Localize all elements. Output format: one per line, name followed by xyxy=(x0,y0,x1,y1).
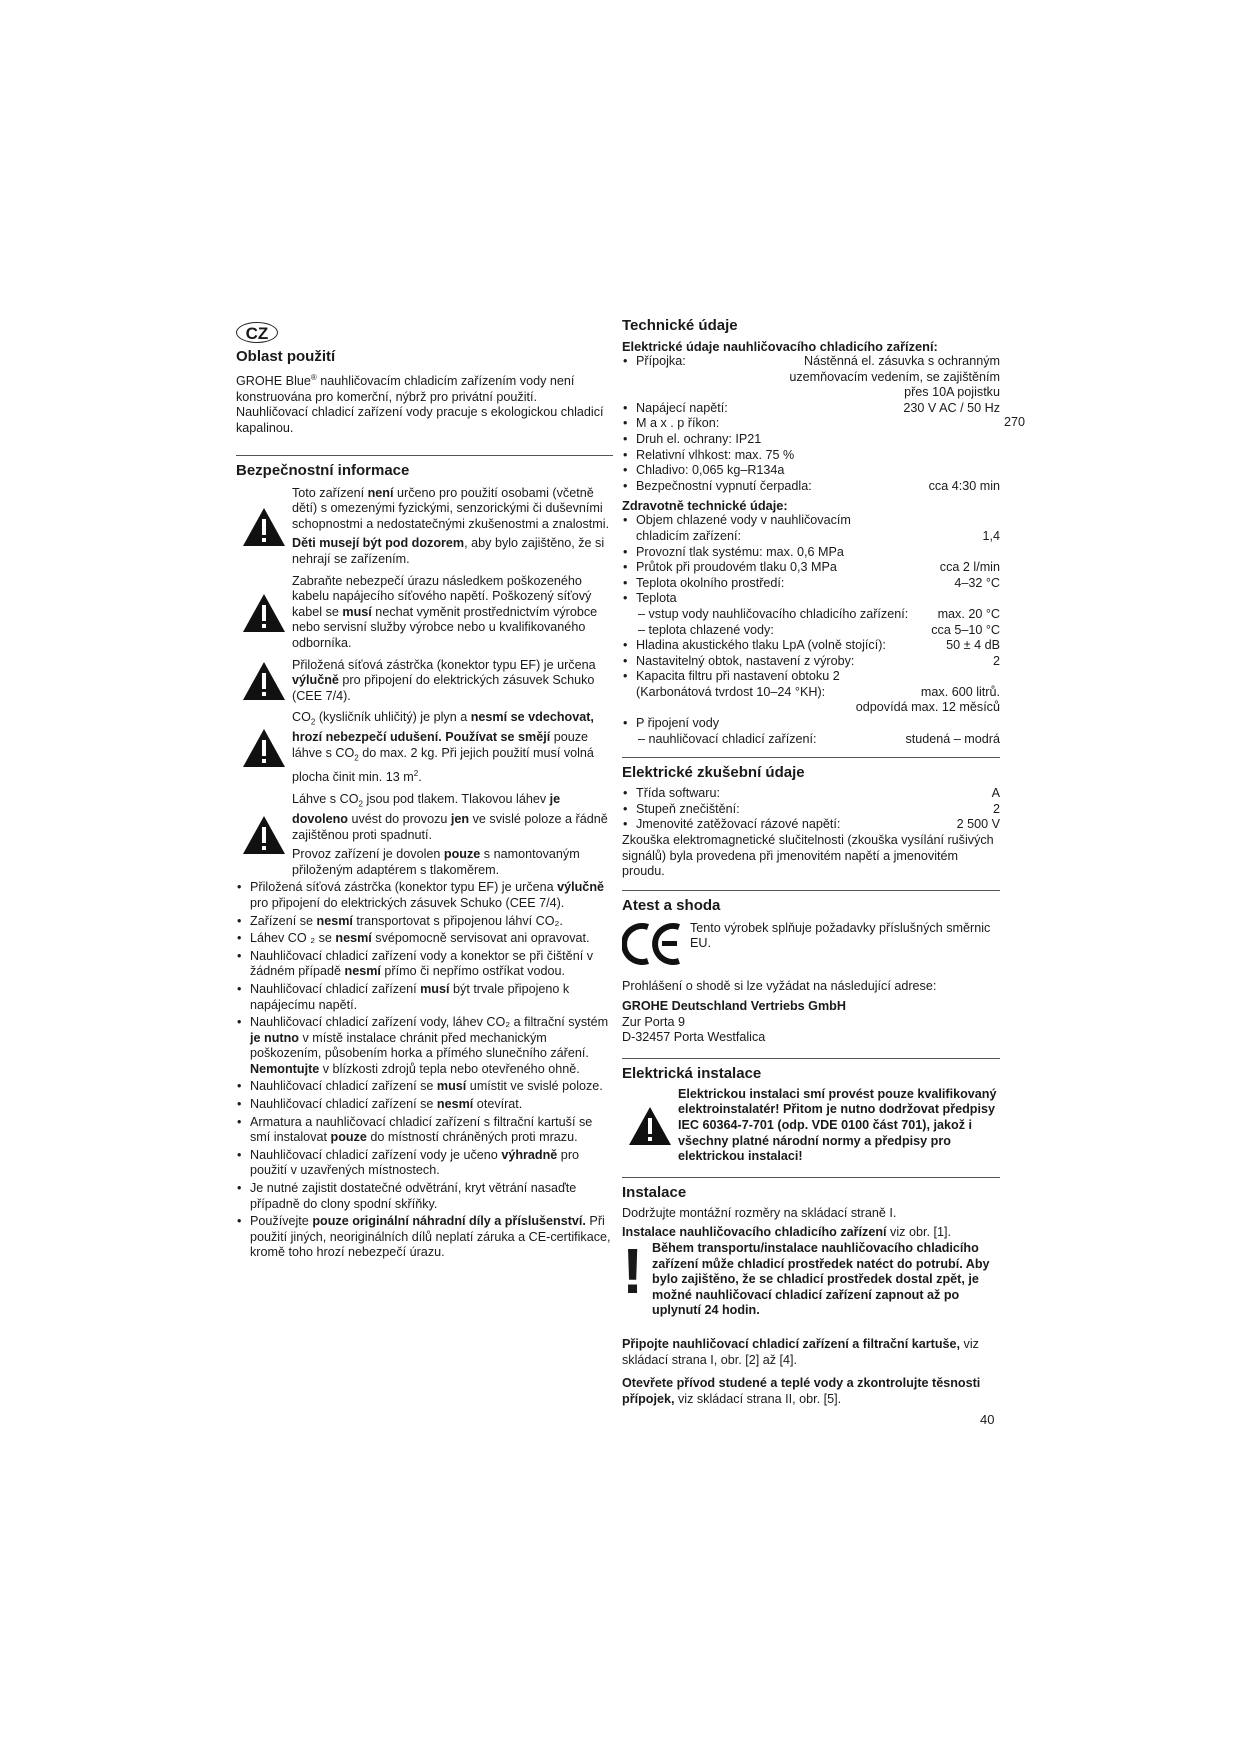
section-title-electrical-installation: Elektrická instalace xyxy=(622,1064,762,1082)
electrical-data-row xyxy=(622,448,1000,464)
health-data-value: max. 600 litrů. xyxy=(920,684,1000,699)
left-column xyxy=(236,348,613,1263)
electrical-data-row xyxy=(622,479,1000,495)
health-data-row xyxy=(622,700,1000,716)
installation-paragraph-3: Připojte nauhličovací chladicí zařízení a filtrační kartuše, viz skládací strana I, obr. [2] až [4]. xyxy=(622,1336,979,1367)
test-data-value: A xyxy=(991,786,1000,801)
health-data-label: • Hladina akustického tlaku LpA (volně stojící): xyxy=(636,638,886,653)
safety-bullet-item: • Nauhličovací chladicí zařízení vody, láhev CO₂ a filtrační systém je nutno v místě instalace chránit před mechanickým poškozením, působením horka a přímého slunečního záření. Nemontujte v blízkosti zdrojů tepla nebo otevřeného ohně. xyxy=(236,1015,613,1077)
section-title-technical: Technické údaje xyxy=(622,317,738,334)
test-data-label: • Třída softwaru: xyxy=(636,786,720,801)
electrical-data-row xyxy=(622,370,1000,386)
test-data-label: • Jmenovité zatěžovací rázové napětí: xyxy=(636,817,841,832)
company-street: Zur Porta 9 xyxy=(622,1014,685,1029)
health-data-label: • P řipojení vody xyxy=(636,716,720,731)
health-data-value: 2 xyxy=(992,653,1000,668)
health-data-label: – nauhličovací chladicí zařízení: xyxy=(638,731,817,746)
safety-bullet-item: • Nauhličovací chladicí zařízení se musí umístit ve svislé poloze. xyxy=(236,1079,613,1095)
electrical-data-label: • Druh el. ochrany: IP21 xyxy=(636,431,762,446)
warning-triangle-icon xyxy=(242,593,286,633)
section-title-usage: Oblast použití xyxy=(236,348,336,365)
health-data-value: cca 5–10 °C xyxy=(931,622,1000,637)
electrical-data-label: • Relativní vlhkost: max. 75 % xyxy=(636,447,795,462)
emc-test-note: Zkouška elektromagnetické slučitelnosti (zkouška vysílání rušivých signálů) byla provedena při jmenovitém napětí a jmenovitém proudu. xyxy=(622,833,994,879)
safety-bullet-list xyxy=(236,880,613,1261)
company-name: GROHE Deutschland Vertriebs GmbH xyxy=(622,999,846,1013)
warning-triangle-icon xyxy=(628,1106,672,1146)
electrical-data-value: cca 4:30 min xyxy=(928,478,1000,493)
health-data-label: (Karbonátová tvrdost 10–24 °KH): xyxy=(636,684,826,699)
health-data-label: chladicím zařízení: xyxy=(636,528,741,543)
safety-bullet-item: • Je nutné zajistit dostatečné odvětrání, kryt větrání nasaďte případně do clony spodní skříňky. xyxy=(236,1181,613,1212)
test-data-value: 2 xyxy=(992,801,1000,816)
installation-paragraph-4: Otevřete přívod studené a teplé vody a zkontrolujte těsnosti přípojek, viz skládací strana II, obr. [5]. xyxy=(622,1376,981,1406)
section-title-safety: Bezpečnostní informace xyxy=(236,461,410,479)
right-column xyxy=(622,317,1000,1407)
health-data-label: • Kapacita filtru při nastavení obtoku 2 xyxy=(636,669,840,684)
exclamation-icon: ! xyxy=(622,1234,644,1307)
electrical-data-label: • Bezpečnostní vypnutí čerpadla: xyxy=(636,478,812,493)
page-number: 40 xyxy=(980,1412,995,1427)
warning-triangle-icon xyxy=(242,815,286,855)
health-data-row xyxy=(622,545,1000,561)
warning-triangle-icon xyxy=(242,507,286,547)
installation-caution: ! Během transportu/instalace nauhličovacího chladicího zařízení může chladicí prostředek natéct do potrubí. Aby bylo zajištěno, že se chladicí prostředek dostal zpět, je možné nauhličovací chladicí zařízení zapnout až po uplynutí 24 hodin. xyxy=(622,1234,990,1318)
health-data-row xyxy=(622,513,1000,529)
safety-bullet-item: • Přiložená síťová zástrčka (konektor typu EF) je určena výlučně pro připojení do elektrických zásuvek Schuko (CEE 7/4). xyxy=(236,880,613,911)
electrical-data-value: Nástěnná el. zásuvka s ochranným xyxy=(803,354,1000,368)
usage-paragraph-2: Nauhličovací chladicí zařízení vody pracuje s ekologickou chladicí kapalinou. xyxy=(236,405,604,435)
language-badge-cz: CZ xyxy=(236,322,278,343)
health-data-label: • Teplota okolního prostředí: xyxy=(636,575,785,590)
ce-text: Tento výrobek splňuje požadavky příslušných směrnic EU. xyxy=(690,920,991,951)
electrical-data-label: • Napájecí napětí: xyxy=(636,400,728,415)
ce-mark-icon xyxy=(622,921,684,967)
electrical-data-list xyxy=(622,354,1000,494)
electrical-installation-warning: Elektrickou instalaci smí provést pouze kvalifikovaný elektroinstalatér! Přitom je nutno dodržovat předpisy IEC 60364-7-701 (odp. VDE 0100 část 701), jakož i všechny platné národní normy a předpisy pro elektrickou instalaci! xyxy=(622,1087,1000,1165)
electrical-data-value: přes 10A pojistku xyxy=(904,385,1000,400)
health-data-row xyxy=(622,732,1000,748)
section-title-installation: Instalace xyxy=(622,1183,687,1201)
test-data-list xyxy=(622,786,1000,833)
health-data-label: – vstup vody nauhličovacího chladicího zařízení: xyxy=(638,606,909,621)
warning-block-4: $CO_2$ (kysličník uhličitý) je plyn a nesmí se vdechovat, hrozí nebezpečí udušení. Používat se smějí pouze láhve s $CO_2$ do max. 2 kg. Při jejich použití musí volná plocha činit min. 13 $m^2$. xyxy=(236,710,613,786)
health-data-row xyxy=(622,638,1000,654)
health-data-row xyxy=(622,685,1000,701)
test-data-row xyxy=(622,817,1000,833)
safety-bullet-item: • Armatura a nauhličovací chladicí zařízení s filtrační kartuší se smí instalovat pouze do místností chráněných proti mrazu. xyxy=(236,1115,613,1146)
safety-bullet-item: • Zařízení se nesmí transportovat s připojenou láhví CO₂. xyxy=(236,914,613,930)
health-data-row xyxy=(622,607,1000,623)
usage-paragraph-1: GROHE Blue® nauhličovacím chladicím zařízením vody není konstruována pro komerční, nýbrž pro privátní použití. xyxy=(236,373,575,404)
warning-triangle-icon xyxy=(242,661,286,701)
warning-block-2: Zabraňte nebezpečí úrazu následkem poškozeného kabelu napájecího síťového napětí. Poškozený síťový kabel se musí nechat vyměnit prostřednictvím výrobce nebo servisní služby výrobce nebo u kvalifikovaného odborníka. xyxy=(236,574,613,652)
safety-bullet-item: • Používejte pouze originální náhradní díly a příslušenství. Při použití jiných, neoriginálních dílů neplatí záruka a CE-certifikace, kromě toho hrozí nebezpečí úrazu. xyxy=(236,1214,613,1261)
health-data-label: • Objem chlazené vody v nauhličovacím xyxy=(636,513,851,528)
electrical-data-row xyxy=(622,416,1000,432)
health-data-value: odpovídá max. 12 měsíců xyxy=(855,700,1000,715)
health-data-row xyxy=(622,591,1000,607)
electrical-data-row xyxy=(622,385,1000,401)
safety-bullet-item: • Nauhličovací chladicí zařízení vody a konektor se při čištění v žádném případě nesmí přímo či nepřímo ostříkat vodou. xyxy=(236,949,613,980)
test-data-label: • Stupeň znečištění: xyxy=(636,801,740,816)
health-data-row xyxy=(622,669,1000,685)
electrical-data-subtitle: Elektrické údaje nauhličovacího chladicího zařízení: xyxy=(622,339,938,354)
test-data-value: 2 500 V xyxy=(956,817,1000,832)
section-title-conformity: Atest a shoda xyxy=(622,896,721,914)
health-data-value: max. 20 °C xyxy=(937,606,1000,621)
warning-triangle-icon xyxy=(242,728,286,768)
electrical-data-value: 230 V AC / 50 Hz xyxy=(903,400,1000,415)
warning-block-1: Toto zařízení není určeno pro použití osobami (včetně dětí) s omezenými fyzickými, senzorickými či duševními schopnostmi a nedostatečnými zkušenostmi a znalostmi. Děti musejí být pod dozorem, aby bylo zajištěno, že si nehrají se zařízením. xyxy=(236,486,613,568)
installation-paragraph-2: Instalace nauhličovacího chladicího zařízení viz obr. [1]. xyxy=(622,1225,951,1240)
health-data-value: 4–32 °C xyxy=(954,575,1000,590)
electrical-data-label: • Chladivo: 0,065 kg–R134a xyxy=(636,463,785,478)
warning-block-5: Láhve s $CO_2$ jsou pod tlakem. Tlakovou láhev je dovoleno uvést do provozu jen ve svislé poloze a řádně zajištěnou proti spadnutí. Provoz zařízení je dovolen pouze s namontovaným přiloženým adaptérem s tlakoměrem. xyxy=(236,792,613,878)
health-data-row xyxy=(622,529,1000,545)
health-data-label: • Průtok při proudovém tlaku 0,3 MPa xyxy=(636,560,837,575)
electrical-data-label: • M a x . p říkon: xyxy=(636,416,720,431)
safety-bullet-item: • Láhev CO ₂ se nesmí svépomocně servisovat ani opravovat. xyxy=(236,931,613,947)
health-data-label: • Provozní tlak systému: max. 0,6 MPa xyxy=(636,544,844,559)
health-data-row xyxy=(622,560,1000,576)
health-data-row xyxy=(622,623,1000,639)
electrical-data-row xyxy=(622,401,1000,417)
health-data-row xyxy=(622,716,1000,732)
company-city: D-32457 Porta Westfalica xyxy=(622,1030,766,1045)
safety-bullet-item: • Nauhličovací chladicí zařízení se nesmí otevírat. xyxy=(236,1097,613,1113)
ce-block xyxy=(622,921,1000,972)
health-data-row xyxy=(622,576,1000,592)
electrical-data-label: • Přípojka: xyxy=(636,354,686,368)
test-data-row xyxy=(622,802,1000,818)
warning-block-3: Přiložená síťová zástrčka (konektor typu EF) je určena výlučně pro připojení do elektrických zásuvek Schuko (CEE 7/4). xyxy=(236,658,613,705)
installation-paragraph-1: Dodržujte montážní rozměry na skládací straně I. xyxy=(622,1205,897,1220)
electrical-data-row xyxy=(622,432,1000,448)
electrical-data-row xyxy=(622,354,1000,370)
safety-bullet-item: • Nauhličovací chladicí zařízení vody je učeno výhradně pro použití v uzavřených místnostech. xyxy=(236,1148,613,1179)
health-data-value: studená – modrá xyxy=(905,731,1000,746)
power-value: 270 xyxy=(1004,415,1026,429)
test-data-row xyxy=(622,786,1000,802)
health-data-label: – teplota chlazené vody: xyxy=(638,622,774,637)
health-data-label: • Teplota xyxy=(636,591,677,606)
health-data-value: 1,4 xyxy=(982,528,1000,543)
electrical-data-row xyxy=(622,463,1000,479)
electrical-data-value: uzemňovacím vedením, se zajištěním xyxy=(789,369,1000,384)
health-data-value: 50 ± 4 dB xyxy=(946,638,1000,653)
health-data-label: • Nastavitelný obtok, nastavení z výroby: xyxy=(636,653,855,668)
health-data-value: cca 2 l/min xyxy=(939,560,1000,575)
health-data-list xyxy=(622,513,1000,747)
health-data-row xyxy=(622,654,1000,670)
section-title-electrical-tests: Elektrické zkušební údaje xyxy=(622,764,805,782)
health-data-subtitle: Zdravotně technické údaje: xyxy=(622,498,788,514)
safety-bullet-item: • Nauhličovací chladicí zařízení musí být trvale připojeno k napájecímu napětí. xyxy=(236,982,613,1013)
declaration-text: Prohlášení o shodě si lze vyžádat na následující adrese: xyxy=(622,979,937,994)
